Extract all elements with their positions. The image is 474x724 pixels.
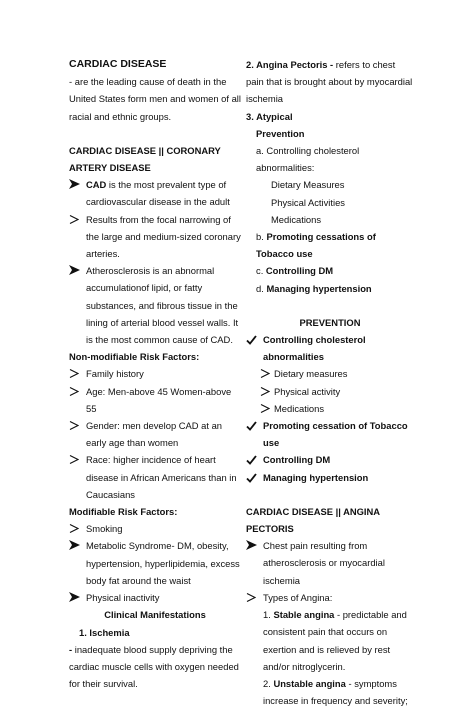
list-item [69, 262, 241, 348]
check-subitem-text: Medications [274, 402, 325, 414]
check-subitem [246, 383, 414, 400]
clinical-manifestations-heading: Clinical Manifestations [104, 609, 206, 621]
nonmodifiable-heading: Non-modifiable Risk Factors: [69, 351, 200, 363]
check-item [246, 331, 414, 365]
prevention-heading: PREVENTION [299, 316, 361, 328]
item-prefix: 1. [263, 609, 274, 621]
list-item [69, 417, 241, 451]
prevention-item-d [246, 280, 414, 297]
angina-label: 2. Angina Pectoris - [246, 59, 336, 70]
arrowhead-bullet-icon [260, 400, 270, 413]
check-item [246, 417, 414, 451]
list-item-text: Atherosclerosis is an abnormal accumulationof lipid, or fatty substances, and fibrous tissue in the lining of arterial blood vessel walls. It is the most common cause of CAD. [86, 265, 239, 346]
list-item [246, 537, 414, 589]
type-description: - predictable and consistent pain that occurs on exertion and is relieved by rest and/or nitroglycerin. [263, 609, 407, 672]
arrowhead-bullet-icon [69, 211, 83, 224]
arrowhead-bullet-icon [246, 589, 260, 602]
arrowhead-bullet-icon [69, 365, 83, 378]
list-item [246, 589, 414, 606]
checkmark-icon [246, 451, 260, 465]
arrowhead-bullet-icon [69, 589, 83, 602]
arrowhead-bullet-icon [260, 383, 270, 396]
prevention-item-b [246, 228, 414, 262]
angina-pectoris-heading: CARDIAC DISEASE || ANGINA PECTORIS [246, 505, 380, 535]
list-item-text: Age: Men-above 45 Women-above 55 [86, 385, 232, 414]
check-item-text: Controlling DM [263, 454, 331, 466]
page-title: CARDIAC DISEASE [69, 58, 167, 70]
arrowhead-bullet-icon [69, 537, 83, 550]
item-prefix: 2. [263, 677, 274, 689]
item-text: Promoting cessations of Tobacco use [256, 231, 376, 260]
angina-pectoris-definition [246, 56, 414, 108]
list-item [69, 211, 241, 263]
arrowhead-bullet-icon [246, 537, 260, 550]
arrowhead-bullet-icon [69, 262, 83, 275]
item-prefix: b. [256, 231, 267, 243]
check-subitem-text: Dietary measures [274, 368, 348, 380]
ischemia-heading: 1. Ischemia [79, 626, 130, 638]
arrowhead-bullet-icon [69, 520, 83, 533]
modifiable-heading: Modifiable Risk Factors: [69, 506, 178, 518]
check-subitem-text: Physical activity [274, 385, 341, 397]
check-item-text: Managing hypertension [263, 471, 369, 483]
cad-heading: CARDIAC DISEASE || CORONARY ARTERY DISEASE [69, 144, 221, 174]
list-item [69, 520, 241, 537]
prevention-subitem: Physical Activities [271, 196, 345, 208]
right-column [246, 56, 414, 709]
list-item-text: Results from the focal narrowing of the large and medium-sized coronary arteries. [86, 213, 241, 260]
check-item [246, 451, 414, 468]
angina-type-2 [246, 675, 414, 709]
list-item-text: Race: higher incidence of heart disease in African Americans than in Caucasians [86, 454, 237, 500]
ischemia-text: inadequate blood supply depriving the cardiac muscle cells with oxygen needed for their survival. [69, 643, 239, 690]
list-item-text: is the most prevalent type of cardiovascular disease in the adult [86, 179, 230, 208]
list-item-text: Types of Angina: [263, 591, 333, 603]
item-text: Controlling DM [265, 265, 334, 277]
check-subitem [246, 400, 414, 417]
item-prefix: c. [256, 265, 266, 277]
item-text: Managing hypertension [266, 282, 372, 294]
checkmark-icon [246, 417, 260, 431]
prevention-subitem: Dietary Measures [271, 179, 345, 191]
cad-abbrev: CAD [86, 179, 107, 191]
ischemia-definition [69, 641, 241, 693]
angina-type-1 [246, 606, 414, 675]
prevention-subheading: Prevention [256, 127, 305, 139]
type-name: Unstable angina [273, 677, 346, 689]
prevention-item-a: a. Controlling cholesterol abnormalities: [256, 145, 360, 174]
list-item [69, 176, 241, 210]
checkmark-icon [246, 469, 260, 483]
intro-text: - are the leading cause of death in the United States form men and women of all racial and ethnic groups. [69, 76, 241, 122]
check-item-text: Promoting cessation of Tobacco use [263, 420, 408, 449]
list-item-text: Smoking [86, 523, 123, 535]
list-item-text: Gender: men develop CAD at an early age than women [86, 420, 223, 449]
atypical-heading: 3. Atypical [246, 110, 293, 122]
arrowhead-bullet-icon [260, 365, 270, 378]
check-subitem [246, 365, 414, 382]
list-item [69, 537, 241, 589]
item-prefix: d. [256, 282, 267, 294]
check-item [246, 469, 414, 486]
arrowhead-bullet-icon [69, 417, 83, 430]
list-item-text: Physical inactivity [86, 592, 160, 604]
prevention-item-c [246, 262, 414, 279]
checkmark-icon [246, 331, 260, 345]
list-item [69, 383, 241, 417]
list-item [69, 365, 241, 382]
dash: - [69, 643, 75, 655]
prevention-subitem: Medications [271, 213, 322, 225]
list-item [69, 451, 241, 503]
angina-text: refers to chest pain that is brought about by myocardial ischemia [246, 59, 413, 105]
list-item-text: Family history [86, 368, 144, 380]
list-item [69, 589, 241, 606]
type-description: - symptoms increase in frequency and severity; [263, 677, 408, 707]
arrowhead-bullet-icon [69, 451, 83, 464]
arrowhead-bullet-icon [69, 176, 83, 189]
arrowhead-bullet-icon [69, 383, 83, 396]
check-item-text: Controlling cholesterol abnormalities [263, 334, 366, 363]
list-item-text: Chest pain resulting from atherosclerosis or myocardial ischemia [263, 540, 385, 586]
list-item-text: Metabolic Syndrome- DM, obesity, hypertension, hyperlipidemia, excess body fat around the waist [86, 540, 240, 586]
left-column [69, 56, 241, 692]
type-name: Stable angina [273, 609, 335, 621]
